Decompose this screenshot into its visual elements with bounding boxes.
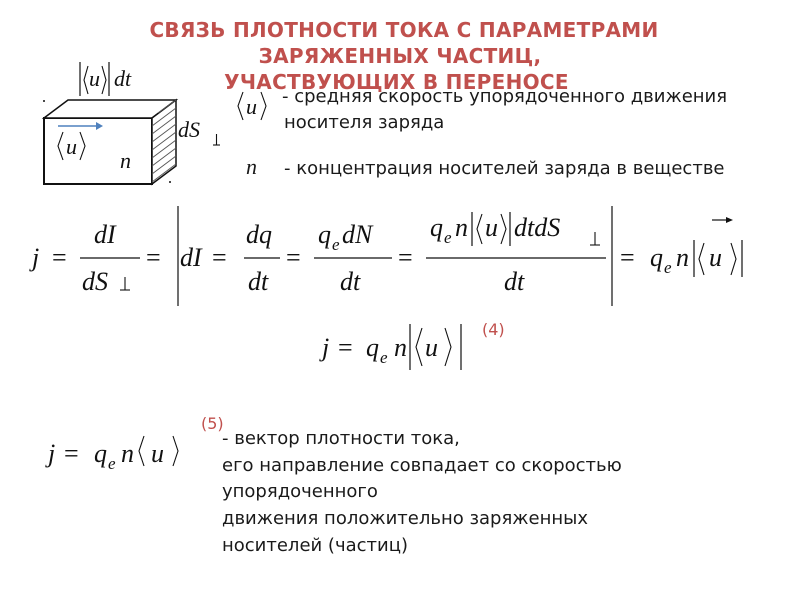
svg-text:u: u (709, 243, 722, 272)
svg-text:n: n (455, 213, 468, 242)
vector-description-line-4: движения положительно заряженных (222, 508, 588, 529)
svg-text:u: u (66, 134, 77, 159)
equation-4-magnitude (319, 324, 461, 370)
svg-text:q: q (430, 213, 443, 242)
svg-text:n: n (120, 148, 131, 173)
equation-number-5: (5) (201, 414, 224, 433)
equation-5-vector (45, 436, 178, 473)
svg-text:dN: dN (342, 220, 373, 249)
svg-text:e: e (380, 348, 388, 367)
svg-text:e: e (444, 228, 452, 247)
svg-text:dI: dI (180, 243, 202, 272)
svg-text:q: q (366, 333, 379, 362)
slide-title-line-2: ЗАРЯЖЕННЫХ ЧАСТИЦ, (258, 44, 542, 68)
svg-text:=: = (398, 243, 413, 272)
svg-text:=: = (286, 243, 301, 272)
svg-text:e: e (332, 235, 340, 254)
svg-text:dt: dt (340, 267, 361, 296)
svg-text:e: e (108, 454, 116, 473)
slide-title-line-1: СВЯЗЬ ПЛОТНОСТИ ТОКА С ПАРАМЕТРАМИ (149, 18, 659, 42)
u-dt-label (80, 62, 132, 96)
svg-text:dq: dq (246, 220, 272, 249)
n-symbol: n (246, 154, 257, 179)
n-description: - концентрация носителей заряда в веществе (284, 158, 725, 179)
svg-text:u: u (89, 66, 100, 91)
vector-description-line-1: - вектор плотности тока, (222, 428, 460, 449)
svg-text:=: = (212, 243, 227, 272)
svg-text:=: = (64, 439, 79, 468)
svg-text:dt: dt (504, 267, 525, 296)
svg-text:=: = (338, 333, 353, 362)
svg-text:dS: dS (178, 117, 200, 142)
volume-box (43, 100, 176, 184)
svg-text:q: q (318, 220, 331, 249)
svg-text:n: n (394, 333, 407, 362)
u-legend-symbol (238, 92, 266, 120)
u-description-line-2: носителя заряда (284, 112, 445, 133)
svg-text:n: n (676, 243, 689, 272)
vector-description-line-5: носителей (частиц) (222, 535, 408, 556)
vector-description-line-2: его направление совпадает со скоростью (222, 455, 622, 476)
slide-title-line-3: УЧАСТВУЮЩИХ В ПЕРЕНОСЕ (224, 70, 569, 92)
svg-text:=: = (52, 243, 67, 272)
svg-text:dI: dI (94, 220, 116, 249)
equation-number-4: (4) (482, 320, 505, 339)
svg-text:dt: dt (248, 267, 269, 296)
svg-text:=: = (620, 243, 635, 272)
svg-text:j: j (322, 333, 330, 362)
current-density-derivation (29, 206, 742, 306)
svg-text:dS: dS (82, 267, 108, 296)
vector-description-line-3: упорядоченного (222, 481, 378, 502)
svg-text:dt: dt (114, 66, 132, 91)
svg-text:n: n (121, 439, 134, 468)
svg-text:j: j (32, 243, 40, 272)
svg-text:=: = (146, 243, 161, 272)
svg-text:u: u (151, 439, 164, 468)
svg-text:q: q (650, 243, 663, 272)
u-description-line-1: - средняя скорость упорядоченного движения (282, 86, 728, 107)
svg-text:dtdS: dtdS (514, 213, 561, 242)
svg-text:e: e (664, 258, 672, 277)
svg-text:u: u (485, 213, 498, 242)
svg-text:u: u (246, 94, 257, 119)
dS-perp-label (178, 117, 220, 145)
svg-text:q: q (94, 439, 107, 468)
svg-text:u: u (425, 333, 438, 362)
svg-text:j: j (48, 439, 56, 468)
